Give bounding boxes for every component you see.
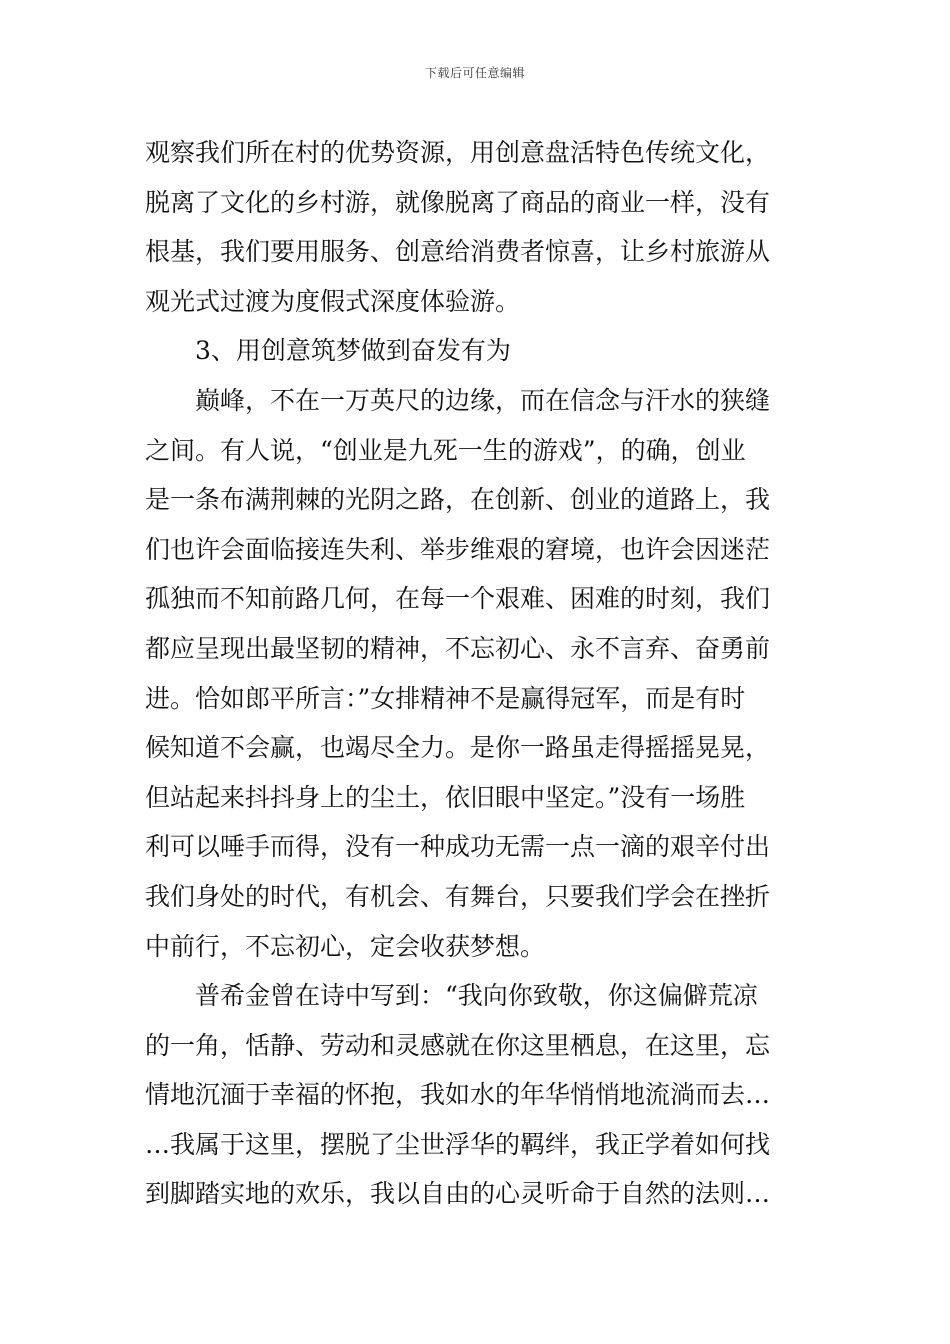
text-line: 都应呈现出最坚韧的精神，不忘初心、永不言弃、奋勇前 — [145, 633, 771, 663]
text-line: 观察我们所在村的优势资源，用创意盘活特色传统文化， — [145, 138, 771, 167]
text-line: 利可以唾手而得，没有一种成功无需一点一滴的艰辛付出 — [145, 832, 771, 862]
text-line: 之间。有人说，“创业是九死一生的游戏”，的确，创业 — [145, 435, 746, 465]
text-line: 观光式过渡为度假式深度体验游。 — [145, 286, 521, 316]
text-line: …我属于这里，摆脱了尘世浮华的羁绊，我正学着如何找 — [145, 1129, 771, 1159]
body-text — [145, 128, 810, 1219]
paragraph-start: 巅峰，不在一万英尺的边缘，而在信念与汗水的狭缝 — [195, 385, 771, 415]
text-line: 的一角，恬静、劳动和灵感就在你这里栖息，在这里，忘 — [145, 1030, 771, 1060]
paragraph-start: 普希金曾在诗中写到：“我向你致敬，你这偏僻荒凉 — [195, 981, 758, 1011]
text-line: 但站起来抖抖身上的尘土，依旧眼中坚定。”没有一场胜 — [145, 782, 746, 812]
text-line: 孤独而不知前路几何，在每一个艰难、困难的时刻，我们 — [145, 584, 771, 614]
text-line: 是一条布满荆棘的光阴之路，在创新、创业的道路上，我 — [145, 485, 771, 515]
page-header: 下载后可任意编辑 — [424, 66, 525, 80]
text-line: 我们身处的时代，有机会、有舞台，只要我们学会在挫折 — [145, 881, 771, 911]
text-line: 进。恰如郎平所言：”女排精神不是赢得冠军，而是有时 — [145, 683, 746, 713]
text-line: 情地沉湎于幸福的怀抱，我如水的年华悄悄地流淌而去… — [145, 1080, 771, 1110]
text-line: 到脚踏实地的欢乐，我以自由的心灵听命于自然的法则… — [145, 1179, 771, 1209]
text-line: 候知道不会赢，也竭尽全力。是你一路虽走得摇摇晃晃， — [145, 733, 771, 763]
text-line: 脱离了文化的乡村游，就像脱离了商品的商业一样，没有 — [145, 187, 771, 217]
text-line: 们也许会面临接连失利、举步维艰的窘境，也许会因迷茫 — [145, 534, 771, 564]
text-line: 中前行，不忘初心，定会收获梦想。 — [145, 931, 546, 961]
text-line: 根基，我们要用服务、创意给消费者惊喜，让乡村旅游从 — [145, 237, 771, 267]
section-heading: 3、用创意筑梦做到奋发有为 — [195, 336, 511, 366]
